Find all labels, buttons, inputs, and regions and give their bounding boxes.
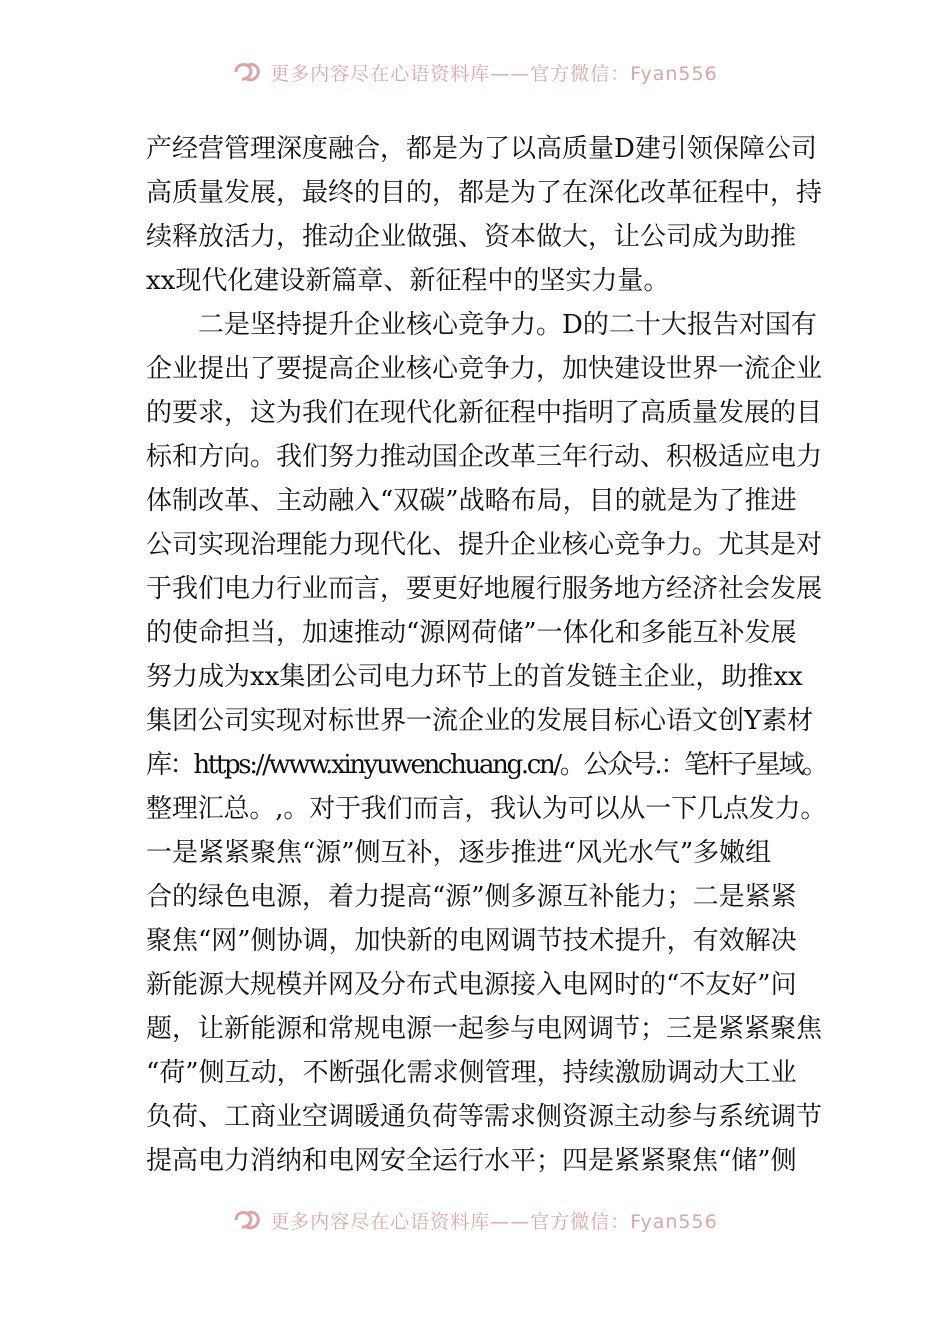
- text-line: 新能源大规模并网及分布式电源接入电网时的“不友好”问: [146, 970, 797, 1000]
- text-line: 体制改革、主动融入“双碳”战略布局，目的就是为了推进: [146, 486, 797, 516]
- text-line: 企业提出了要提高企业核心竞争力，加快建设世界一流企业: [146, 354, 823, 384]
- text-line: 的要求，这为我们在现代化新征程中指明了高质量发展的目: [146, 398, 823, 428]
- text-line: 集团公司实现对标世界一流企业的发展目标心语文创Y素材: [146, 706, 814, 736]
- text-line: 合的绿色电源，着力提高“源”侧多源互补能力；二是紧紧: [146, 882, 797, 912]
- text-line: 二是坚持提升企业核心竞争力。D的二十大报告对国有: [198, 310, 817, 340]
- text-line: 题，让新能源和常规电源一起参与电网调节；三是紧紧聚焦: [146, 1014, 823, 1044]
- text-line: 整理汇总。,。对于我们而言，我认为可以从一下几点发力。: [146, 794, 827, 824]
- text-line: 标和方向。我们努力推动国企改革三年行动、积极适应电力: [146, 442, 823, 472]
- watermark-header: [0, 52, 950, 92]
- watermark-text: 更多内容尽在心语资料库——官方微信：Fyan556: [270, 62, 718, 85]
- text-line: “荷”侧互动，不断强化需求侧管理，持续激励调动大工业: [146, 1058, 797, 1088]
- text-line: 努力成为xx集团公司电力环节上的首发链主企业，助推xx: [146, 662, 803, 692]
- logo-icon: [232, 60, 262, 84]
- text-line: 续释放活力，推动企业做强、资本做大，让公司成为助推: [146, 222, 797, 252]
- text-line: 库：https://www.xinyuwenchuang.cn/。公众号.：笔杆子星域。: [146, 750, 826, 780]
- document-body: [146, 127, 826, 1183]
- watermark-footer: [0, 1200, 950, 1240]
- text-line: 负荷、工商业空调暖通负荷等需求侧资源主动参与系统调节: [146, 1102, 823, 1132]
- paragraph: [146, 303, 826, 1183]
- text-line: 高质量发展，最终的目的，都是为了在深化改革征程中，持: [146, 178, 823, 208]
- text-line: 于我们电力行业而言，要更好地履行服务地方经济社会发展: [146, 574, 823, 604]
- text-line: 产经营管理深度融合，都是为了以高质量D建引领保障公司: [146, 134, 817, 164]
- watermark-text: 更多内容尽在心语资料库——官方微信：Fyan556: [270, 1210, 718, 1233]
- text-line: 公司实现治理能力现代化、提升企业核心竞争力。尤其是对: [146, 530, 823, 560]
- text-line: 一是紧紧聚焦“源”侧互补，逐步推进“风光水气”多嫩组: [146, 838, 772, 868]
- logo-icon: [232, 1208, 262, 1232]
- paragraph: [146, 127, 826, 303]
- text-line: 提高电力消纳和电网安全运行水平；四是紧紧聚焦“储”侧: [146, 1146, 797, 1176]
- text-line: xx现代化建设新篇章、新征程中的坚实力量。: [146, 266, 670, 296]
- text-line: 聚焦“网”侧协调，加快新的电网调节技术提升，有效解决: [146, 926, 797, 956]
- text-line: 的使命担当，加速推动“源网荷储”一体化和多能互补发展: [146, 618, 797, 648]
